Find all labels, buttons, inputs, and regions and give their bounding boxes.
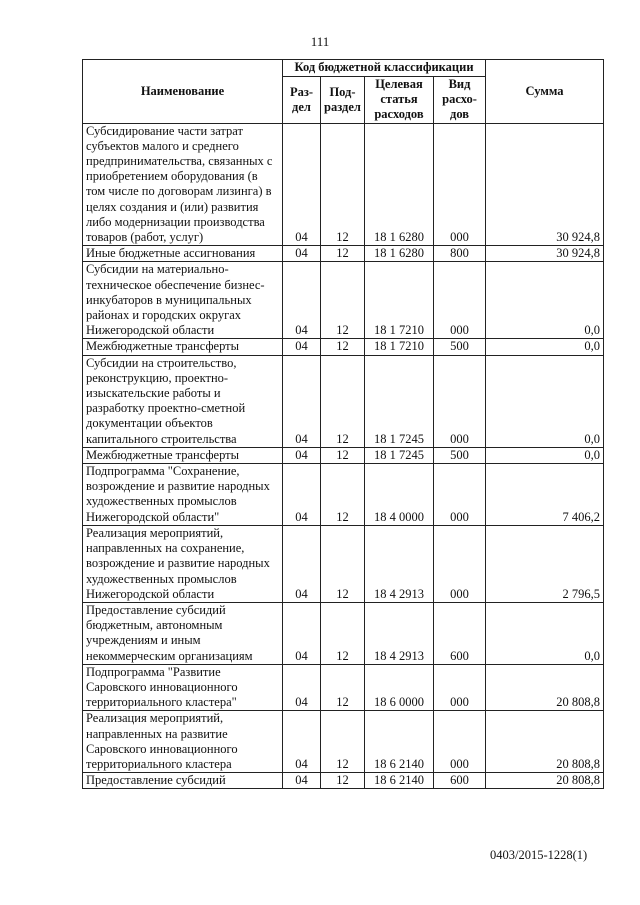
- header-section: Раз- дел: [283, 77, 321, 124]
- table-row: [83, 711, 604, 773]
- row-subsection: 12: [321, 123, 365, 246]
- row-name: Предоставление субсидий бюджетным, автономным учреждениям и иным некоммерческим организациям: [83, 602, 283, 664]
- row-subsection: 12: [321, 447, 365, 463]
- row-section: 04: [283, 123, 321, 246]
- row-subsection: 12: [321, 664, 365, 711]
- table-row: [83, 355, 604, 447]
- row-section: 04: [283, 339, 321, 355]
- row-expense-kind: 600: [434, 602, 486, 664]
- header-name: Наименование: [83, 60, 283, 124]
- row-section: 04: [283, 447, 321, 463]
- row-subsection: 12: [321, 246, 365, 262]
- row-sum: 20 808,8: [486, 773, 604, 789]
- row-expense-kind: 000: [434, 525, 486, 602]
- row-name: Межбюджетные трансферты: [83, 339, 283, 355]
- row-name: Реализация мероприятий, направленных на сохранение, возрождение и развитие народных художественных промыслов Нижегородской области: [83, 525, 283, 602]
- row-name: Предоставление субсидий: [83, 773, 283, 789]
- row-name: Субсидирование части затрат субъектов малого и среднего предпринимательства, связанных с приобретением оборудования (в том числе по договорам лизинга) в целях создания и (или) развития либо модернизации производства товаров (работ, услуг): [83, 123, 283, 246]
- row-name: Подпрограмма "Развитие Саровского инновационного территориального кластера": [83, 664, 283, 711]
- table-row: [83, 339, 604, 355]
- table-row: [83, 464, 604, 526]
- row-sum: 30 924,8: [486, 246, 604, 262]
- row-name: Подпрограмма "Сохранение, возрождение и развитие народных художественных промыслов Нижегородской области": [83, 464, 283, 526]
- row-expense-kind: 000: [434, 464, 486, 526]
- row-section: 04: [283, 711, 321, 773]
- row-sum: 0,0: [486, 447, 604, 463]
- row-expense-kind: 800: [434, 246, 486, 262]
- row-sum: 0,0: [486, 339, 604, 355]
- table-header: [83, 60, 604, 124]
- row-sum: 0,0: [486, 602, 604, 664]
- row-sum: 2 796,5: [486, 525, 604, 602]
- row-subsection: 12: [321, 602, 365, 664]
- row-target-article: 18 1 7245: [365, 355, 434, 447]
- row-name: Реализация мероприятий, направленных на развитие Саровского инновационного территориального кластера: [83, 711, 283, 773]
- table-row: [83, 525, 604, 602]
- table-row: [83, 602, 604, 664]
- row-target-article: 18 6 0000: [365, 664, 434, 711]
- row-target-article: 18 1 6280: [365, 246, 434, 262]
- row-expense-kind: 000: [434, 664, 486, 711]
- row-subsection: 12: [321, 525, 365, 602]
- row-subsection: 12: [321, 711, 365, 773]
- row-sum: 7 406,2: [486, 464, 604, 526]
- row-section: 04: [283, 355, 321, 447]
- header-sum: Сумма: [486, 60, 604, 124]
- table-body: [83, 123, 604, 789]
- row-section: 04: [283, 262, 321, 339]
- row-target-article: 18 1 7210: [365, 339, 434, 355]
- row-target-article: 18 6 2140: [365, 711, 434, 773]
- row-name: Межбюджетные трансферты: [83, 447, 283, 463]
- row-sum: 0,0: [486, 262, 604, 339]
- row-expense-kind: 500: [434, 447, 486, 463]
- row-name: Иные бюджетные ассигнования: [83, 246, 283, 262]
- row-section: 04: [283, 525, 321, 602]
- header-subsection: Под- раздел: [321, 77, 365, 124]
- row-expense-kind: 600: [434, 773, 486, 789]
- row-section: 04: [283, 464, 321, 526]
- row-subsection: 12: [321, 464, 365, 526]
- row-expense-kind: 000: [434, 711, 486, 773]
- row-target-article: 18 1 7210: [365, 262, 434, 339]
- row-name: Субсидии на строительство, реконструкцию, проектно-изыскательские работы и разработку проектно-сметной документации объектов капитального строительства: [83, 355, 283, 447]
- row-target-article: 18 4 0000: [365, 464, 434, 526]
- row-expense-kind: 000: [434, 355, 486, 447]
- table-row: [83, 262, 604, 339]
- header-target-article: Целевая статья расходов: [365, 77, 434, 124]
- row-target-article: 18 6 2140: [365, 773, 434, 789]
- row-target-article: 18 1 6280: [365, 123, 434, 246]
- row-section: 04: [283, 664, 321, 711]
- table-row: [83, 123, 604, 246]
- document-code: 0403/2015-1228(1): [490, 848, 588, 862]
- row-name: Субсидии на материально-техническое обеспечение бизнес-инкубаторов в муниципальных районах и городских округах Нижегородской области: [83, 262, 283, 339]
- row-subsection: 12: [321, 339, 365, 355]
- row-sum: 0,0: [486, 355, 604, 447]
- row-subsection: 12: [321, 262, 365, 339]
- header-expense-kind: Вид расхо- дов: [434, 77, 486, 124]
- row-sum: 20 808,8: [486, 711, 604, 773]
- table-row: [83, 664, 604, 711]
- budget-table: [82, 59, 604, 789]
- table-row: [83, 246, 604, 262]
- row-target-article: 18 1 7245: [365, 447, 434, 463]
- table-row: [83, 773, 604, 789]
- row-section: 04: [283, 773, 321, 789]
- row-target-article: 18 4 2913: [365, 525, 434, 602]
- row-section: 04: [283, 246, 321, 262]
- row-sum: 30 924,8: [486, 123, 604, 246]
- row-expense-kind: 000: [434, 123, 486, 246]
- row-subsection: 12: [321, 355, 365, 447]
- row-sum: 20 808,8: [486, 664, 604, 711]
- row-subsection: 12: [321, 773, 365, 789]
- row-target-article: 18 4 2913: [365, 602, 434, 664]
- header-budget-code: Код бюджетной классификации: [283, 60, 486, 77]
- row-expense-kind: 500: [434, 339, 486, 355]
- table-row: [83, 447, 604, 463]
- row-expense-kind: 000: [434, 262, 486, 339]
- page-number: 111: [310, 34, 330, 49]
- row-section: 04: [283, 602, 321, 664]
